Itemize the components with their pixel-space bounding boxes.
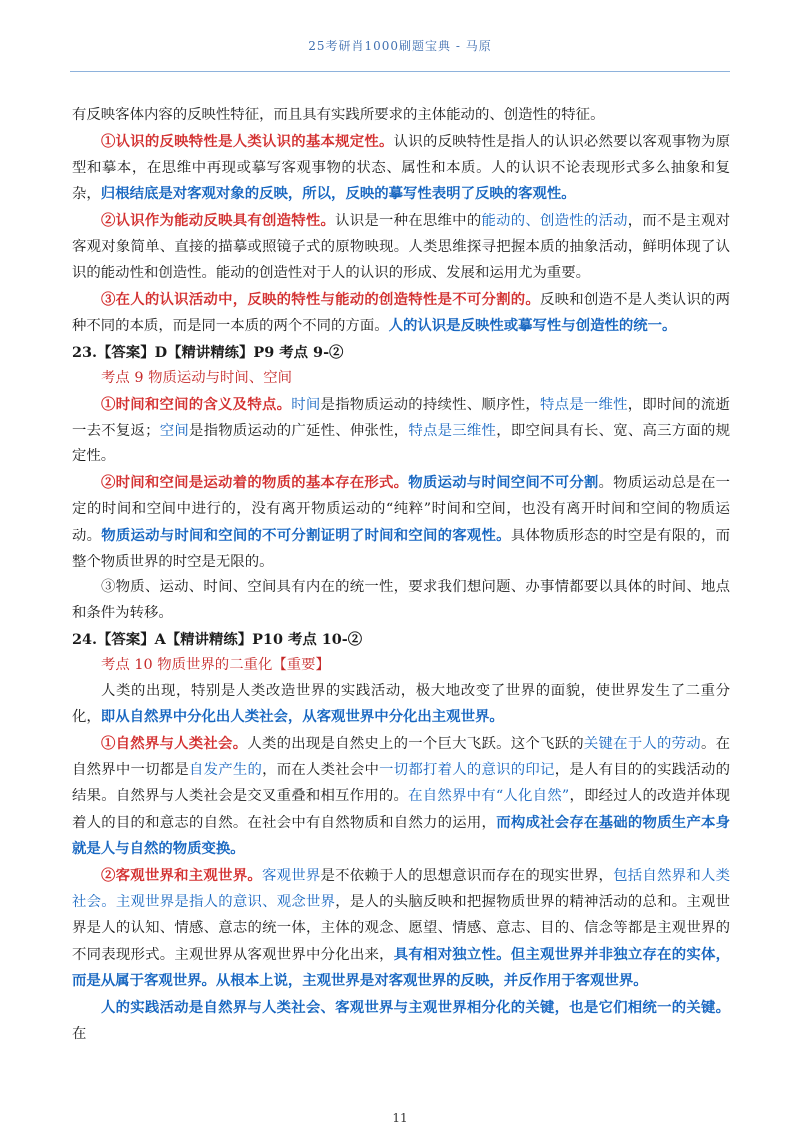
body-text: ③物质、运动、时间、空间具有内在的统一性，要求我们想问题、办事情都要以具体的时间、地点和条件为转移。 <box>72 579 730 622</box>
paragraph <box>72 392 730 470</box>
body-text: ，即时间的流逝一去不复返； <box>72 396 730 439</box>
highlight-text: 物质运动与时间空间不可分割 <box>408 474 599 492</box>
body-text: 在 <box>72 1025 87 1042</box>
body-text: ，即经过人的改造并体现着人的目的和意志的自然。在社会中有自然物质和自然力的运用， <box>72 787 730 831</box>
key-point-text: ②客观世界和主观世界。 <box>101 867 262 885</box>
header-divider <box>70 71 730 72</box>
body-text: 具体物质形态的时空是有限的，而整个物质世界的时空是无限的。 <box>72 527 730 570</box>
highlight-text: 归根结底是对客观对象的反映，所以，反映的摹写性表明了反映的客观性。 <box>100 185 576 203</box>
body-text: 考点 9 物质运动与时间、空间 <box>101 369 292 386</box>
highlight-text: 自发产生的 <box>189 761 263 778</box>
body-text: 人类的出现是自然史上的一个巨大飞跃。这个飞跃的 <box>247 736 584 753</box>
answer-heading <box>72 340 730 366</box>
body-text: 有反映客体内容的反映性特征，而且具有实践所要求的主体能动的、创造性的特征。 <box>72 107 605 123</box>
paragraph <box>72 129 730 208</box>
paragraph <box>72 731 730 863</box>
highlight-text: 特点是三维性 <box>408 422 497 439</box>
highlight-text: 包括自然界和人类社会。 <box>72 868 730 910</box>
paragraph <box>72 103 730 129</box>
body-text: ，而不是主观对客观对象简单、直接的描摹或照镜子式的原物映现。人类思维探寻把握本质的抽象活动，鲜明体现了认识的能动性和创造性。能动的创造性对于人的认识的形成、发展和运用尤为重要。 <box>72 213 730 281</box>
highlight-text: 空间 <box>159 422 190 439</box>
paragraph <box>72 995 730 1048</box>
body-text: ，即空间具有长、宽、高三方面的规定性。 <box>72 422 730 465</box>
body-text: 。物质运动总是在一定的时间和空间中进行的，没有离开物质运动的“纯粹”时间和空间，也没有离开时间和空间的物质运动。 <box>72 475 730 544</box>
highlight-text: 物质运动与时间和空间的不可分割证明了时间和空间的客观性。 <box>101 526 511 544</box>
highlight-text: 人的实践活动是自然界与人类社会、客观世界与主观世界相分化的关键，也是它们相统一的关键。 <box>101 999 730 1017</box>
paragraph <box>72 470 730 575</box>
highlight-text: 具有相对独立性。但主观世界并非独立存在的实体，而是从属于客观世界。从根本上说，主观世界是对客观世界的反映，并反作用于客观世界。 <box>72 945 730 990</box>
highlight-text: 时间 <box>291 396 321 413</box>
kaodian-heading <box>72 366 730 392</box>
highlight-text: 能动的、创造性的活动 <box>481 213 628 230</box>
paragraph <box>72 287 730 341</box>
kaodian-heading <box>72 653 730 679</box>
key-point-text: ②时间和空间是运动着的物质的基本存在形式。 <box>101 474 409 492</box>
key-point-text: ③在人的认识活动中，反映的特性与能动的创造特性是不可分割的。 <box>101 290 540 308</box>
highlight-text: 主观世界是指人的意识、观念世界 <box>115 893 336 910</box>
page-header: 25考研肖1000刷题宝典 - 马原 <box>308 39 492 53</box>
body-text: 人类的出现，特别是人类改造世界的实践活动，极大地改变了世界的面貌，使世界发生了二重分化， <box>72 682 730 726</box>
body-text: 是不依赖于人的思想意识而存在的现实世界， <box>320 868 614 885</box>
body-text: ，是人的头脑反映和把握物质世界的精神活动的总和。主观世界是人的认知、情感、意志的统一体，主体的观念、愿望、情感、意志、目的、信念等都是主观世界的不同表现形式。主观世界从客观世界中分化出来， <box>72 893 730 963</box>
paragraph <box>72 575 730 627</box>
key-point-text: ①自然界与人类社会。 <box>101 735 248 753</box>
highlight-text: 关键在于人的劳动 <box>583 736 701 753</box>
paragraph <box>72 863 730 995</box>
body-text: 反映和创造不是人类认识的两种不同的本质，而是同一本质的两个不同的方面。 <box>72 291 730 335</box>
paragraph <box>72 679 730 732</box>
highlight-text: 一切都打着人的意识的印记 <box>379 761 555 778</box>
body-text: 考点 10 物质世界的二重化【重要】 <box>101 656 330 673</box>
body-text: 24.【答案】A【精讲精练】P10 考点 10-② <box>72 630 363 648</box>
highlight-text: 而构成社会存在基础的物质生产本身就是人与自然的物质变换。 <box>72 813 730 858</box>
highlight-text: 特点是一维性 <box>539 396 628 413</box>
body-text: ，而在人类社会中 <box>262 761 380 778</box>
document-body <box>72 103 730 1048</box>
paragraph <box>72 208 730 286</box>
body-text: 是指物质运动的持续性、顺序性， <box>320 396 540 413</box>
highlight-text: 人的认识是反映性或摹写性与创造性的统一。 <box>388 317 677 335</box>
body-text: ，是人有目的的实践活动的结果。自然界与人类社会是交叉重叠和相互作用的。 <box>72 761 730 804</box>
body-text: 是指物质运动的广延性、伸张性， <box>189 422 409 439</box>
key-point-text: ①认识的反映特性是人类认识的基本规定性。 <box>101 132 394 150</box>
answer-heading <box>72 627 730 653</box>
body-text: 认识的反映特性是指人的认识必然要以客观事物为原型和摹本，在思维中再现或摹写客观事物的状态、属性和本质。人的认识不论表现形式多么抽象和复杂， <box>72 133 730 203</box>
highlight-text: 即从自然界中分化出人类社会，从客观世界中分化出主观世界。 <box>100 708 504 726</box>
key-point-text: ①时间和空间的含义及特点。 <box>101 395 292 413</box>
page-number: 11 <box>392 1111 408 1125</box>
key-point-text: ②认识作为能动反映具有创造特性。 <box>101 212 336 230</box>
highlight-text: 在自然界中有“人化自然” <box>408 787 570 804</box>
body-text: 。在自然界中一切都是 <box>72 736 730 778</box>
highlight-text: 客观世界 <box>261 868 321 885</box>
body-text: 23.【答案】D【精讲精练】P9 考点 9-② <box>72 344 344 362</box>
body-text: 认识是一种在思维中的 <box>335 213 482 230</box>
